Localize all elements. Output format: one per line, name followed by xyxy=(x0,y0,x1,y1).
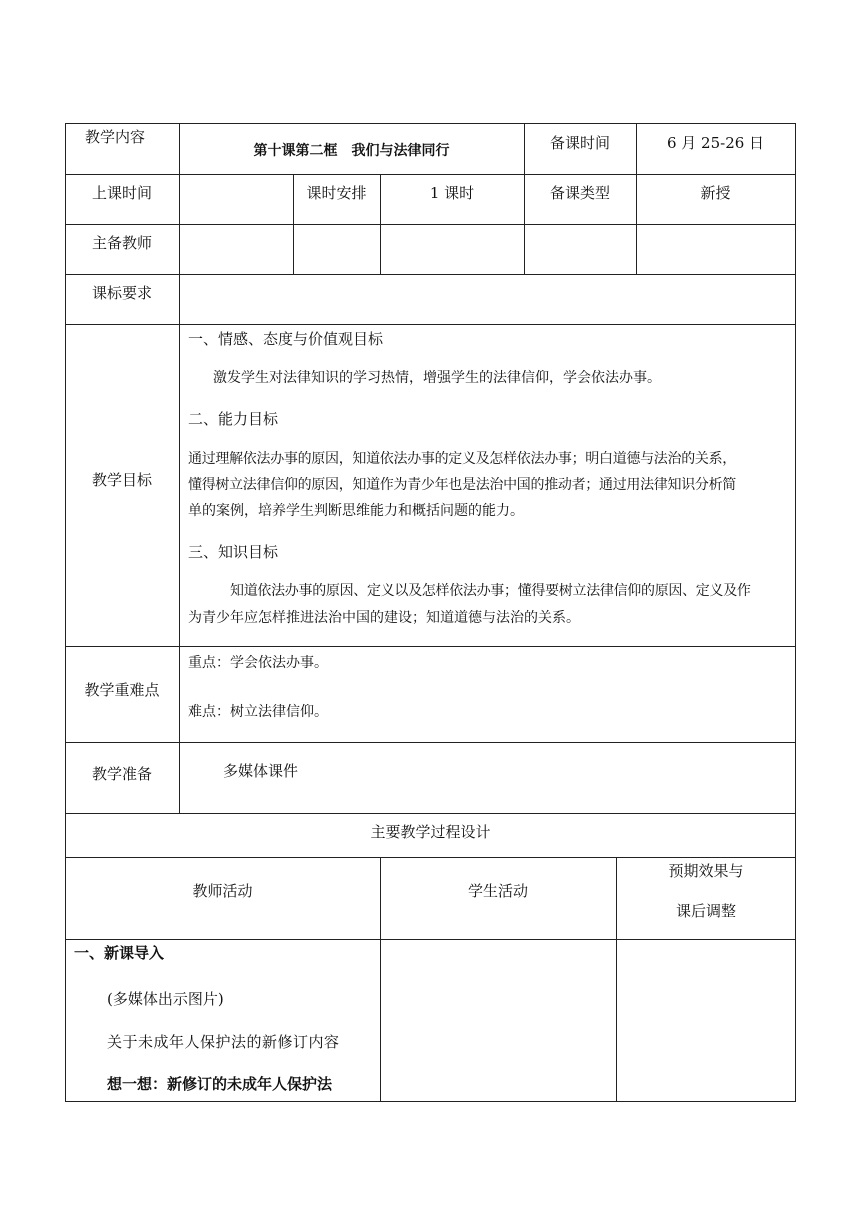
table-rule xyxy=(65,224,796,225)
focus-text: 重点：学会依法办事。 xyxy=(188,655,328,671)
emotion-heading: 一、情感、态度与价值观目标 xyxy=(188,330,384,348)
key-points-label: 教学重难点 xyxy=(84,681,160,699)
prep-time-label: 备课时间 xyxy=(549,134,610,152)
ability-line-2: 懂得树立法律信仰的原因，知道作为青少年也是法治中国的推动者；通过用法律知识分析简 xyxy=(188,477,736,493)
objectives-label: 教学目标 xyxy=(91,471,152,489)
knowledge-heading: 三、知识目标 xyxy=(188,543,279,561)
process-line-3: 想一想：新修订的未成年人保护法 xyxy=(107,1075,333,1093)
lesson-title: 第十课第二框 我们与法律同行 xyxy=(253,143,450,159)
col-student: 学生活动 xyxy=(467,882,528,900)
preparation-label: 教学准备 xyxy=(91,765,152,783)
ability-heading: 二、能力目标 xyxy=(188,410,279,428)
process-line-1: (多媒体出示图片) xyxy=(107,990,224,1008)
table-rule xyxy=(65,274,796,275)
table-rule xyxy=(65,742,796,743)
section-heading: 一、新课导入 xyxy=(74,944,165,962)
content-label: 教学内容 xyxy=(85,128,146,146)
table-rule xyxy=(65,646,796,647)
ability-line-1: 通过理解依法办事的原因，知道依法办事的定义及怎样依法办事；明白道德与法治的关系， xyxy=(188,451,736,467)
ability-line-3: 单的案例，培养学生判断思维能力和概括问题的能力。 xyxy=(188,503,524,519)
table-rule xyxy=(65,813,796,814)
table-rule xyxy=(65,1101,796,1102)
prep-type-label: 备课类型 xyxy=(549,184,610,202)
table-rule xyxy=(65,123,66,1102)
table-rule xyxy=(65,123,796,124)
table-rule xyxy=(795,123,796,1102)
col-effect-line-1: 预期效果与 xyxy=(668,862,744,880)
table-rule xyxy=(65,324,796,325)
knowledge-line-1: 知道依法办事的原因、定义以及怎样依法办事；懂得要树立法律信仰的原因、定义及作 xyxy=(230,583,751,599)
table-rule xyxy=(179,123,180,814)
difficulty-text: 难点：树立法律信仰。 xyxy=(188,704,328,720)
process-title: 主要教学过程设计 xyxy=(370,823,491,841)
lesson-plan-table xyxy=(65,123,796,1102)
col-effect-line-2: 课后调整 xyxy=(675,902,736,920)
standard-label: 课标要求 xyxy=(91,284,152,302)
knowledge-line-2: 为青少年应怎样推进法治中国的建设；知道道德与法治的关系。 xyxy=(188,610,580,626)
hours-label: 课时安排 xyxy=(306,184,367,202)
col-teacher: 教师活动 xyxy=(192,882,253,900)
table-rule xyxy=(65,939,796,940)
preparation-value: 多媒体课件 xyxy=(223,762,299,780)
prep-time-value: 6 月 25-26 日 xyxy=(666,134,765,152)
teacher-label: 主备教师 xyxy=(91,234,152,252)
prep-type-value: 新授 xyxy=(700,184,731,202)
class-time-label: 上课时间 xyxy=(91,184,152,202)
process-line-2: 关于未成年人保护法的新修订内容 xyxy=(107,1033,340,1051)
emotion-text: 激发学生对法律知识的学习热情，增强学生的法律信仰，学会依法办事。 xyxy=(213,370,661,386)
table-rule xyxy=(616,857,617,1102)
table-rule xyxy=(65,857,796,858)
hours-value: 1 课时 xyxy=(429,184,475,202)
table-rule xyxy=(65,174,796,175)
